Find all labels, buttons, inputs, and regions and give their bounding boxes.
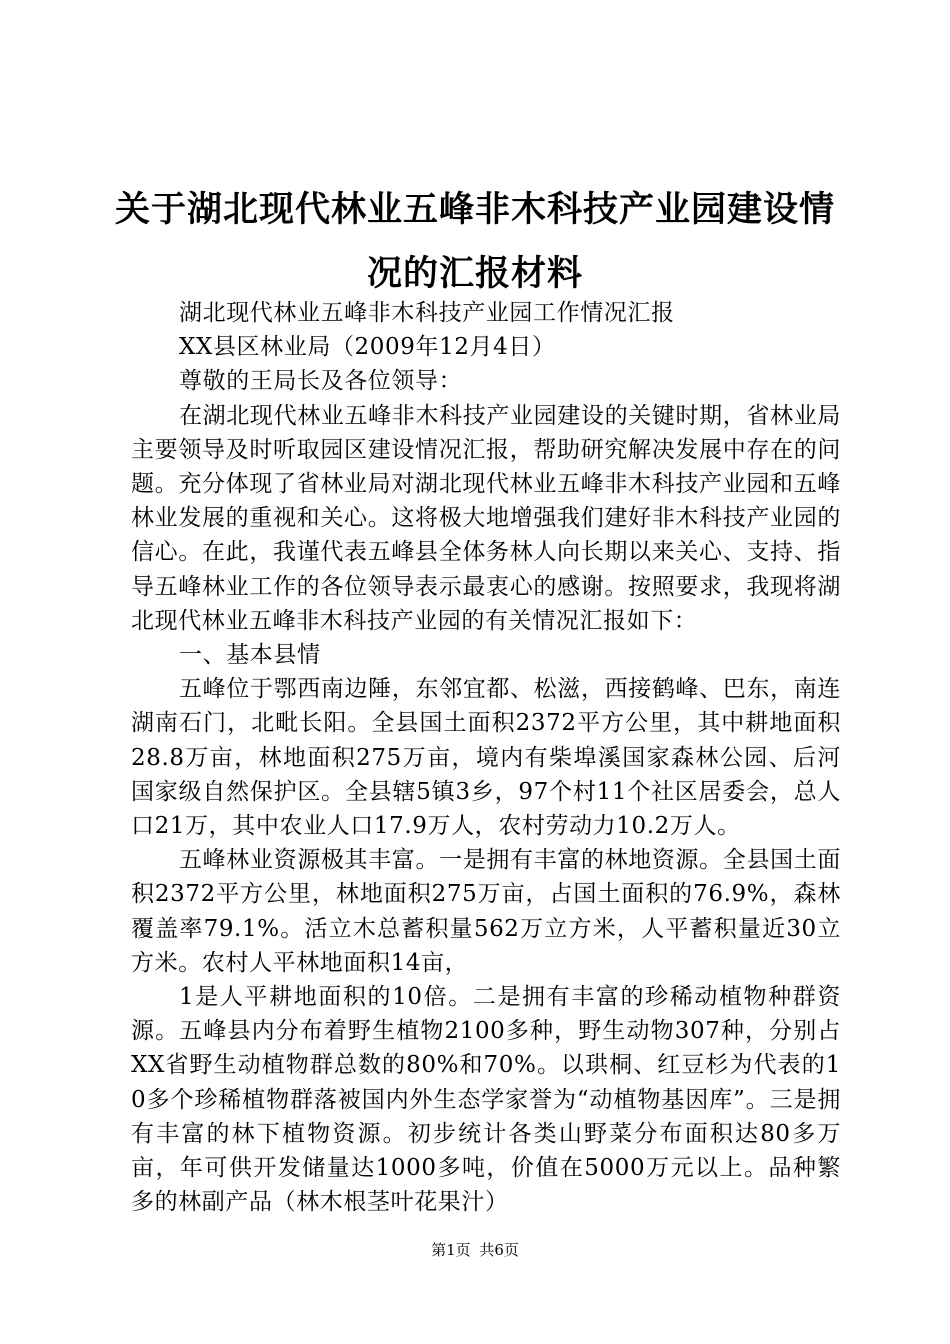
- paragraph-intro: 在湖北现代林业五峰非木科技产业园建设的关键时期，省林业局主要领导及时听取园区建设情况汇报，帮助研究解决发展中存在的问题。充分体现了省林业局对湖北现代林业五峰非木科技产业园和五峰林业发展的重视和关心。这将极大地增强我们建好非木科技产业园的信心。在此，我谨代表五峰县全体务林人向长期以来关心、支持、指导五峰林业工作的各位领导表示最衷心的感谢。按照要求，我现将湖北现代林业五峰非木科技产业园的有关情况汇报如下：: [131, 402, 841, 634]
- section-heading-basic-info: 一、基本县情: [179, 642, 321, 669]
- paragraph-location: 五峰位于鄂西南边陲，东邻宜都、松滋，西接鹤峰、巴东，南连湖南石门，北毗长阳。全县国土面积2372平方公里，其中耕地面积28.8万亩，林地面积275万亩，境内有柴埠溪国家森林公园、后河国家级自然保护区。全县辖5镇3乡，97个村11个社区居委会，总人口21万，其中农业人口17.9万人，农村劳动力10.2万人。: [131, 676, 841, 840]
- page-number: 第1页: [431, 1241, 471, 1259]
- paragraph-forest-resources: 五峰林业资源极其丰富。一是拥有丰富的林地资源。全县国土面积2372平方公里，林地面积275万亩，占国土面积的76.9%，森林覆盖率79.1%。活立木总蓄积量562万立方米，人平蓄积量近30立方米。农村人平林地面积14亩，: [131, 847, 841, 976]
- page-footer: [0, 1240, 950, 1260]
- page-total: 共6页: [479, 1241, 519, 1259]
- report-subtitle: 湖北现代林业五峰非木科技产业园工作情况汇报: [179, 300, 675, 326]
- salutation: 尊敬的王局长及各位领导：: [179, 368, 463, 395]
- document-body: [131, 296, 841, 1219]
- paragraph-species-resources: 1是人平耕地面积的10倍。二是拥有丰富的珍稀动植物种群资源。五峰县内分布着野生植物2100多种，野生动物307种，分别占XX省野生动植物群总数的80%和70%。以珙桐、红豆杉为代表的10多个珍稀植物群落被国内外生态学家誉为“动植物基因库”。三是拥有丰富的林下植物资源。初步统计各类山野菜分布面积达80多万亩，年可供开发储量达1000多吨，价值在5000万元以上。品种繁多的林副产品（林木根茎叶花果汁）: [131, 984, 841, 1216]
- report-author-date: XX县区林业局（2009年12月4日）: [179, 334, 556, 361]
- document-title: 关于湖北现代林业五峰非木科技产业园建设情况的汇报材料: [114, 190, 835, 294]
